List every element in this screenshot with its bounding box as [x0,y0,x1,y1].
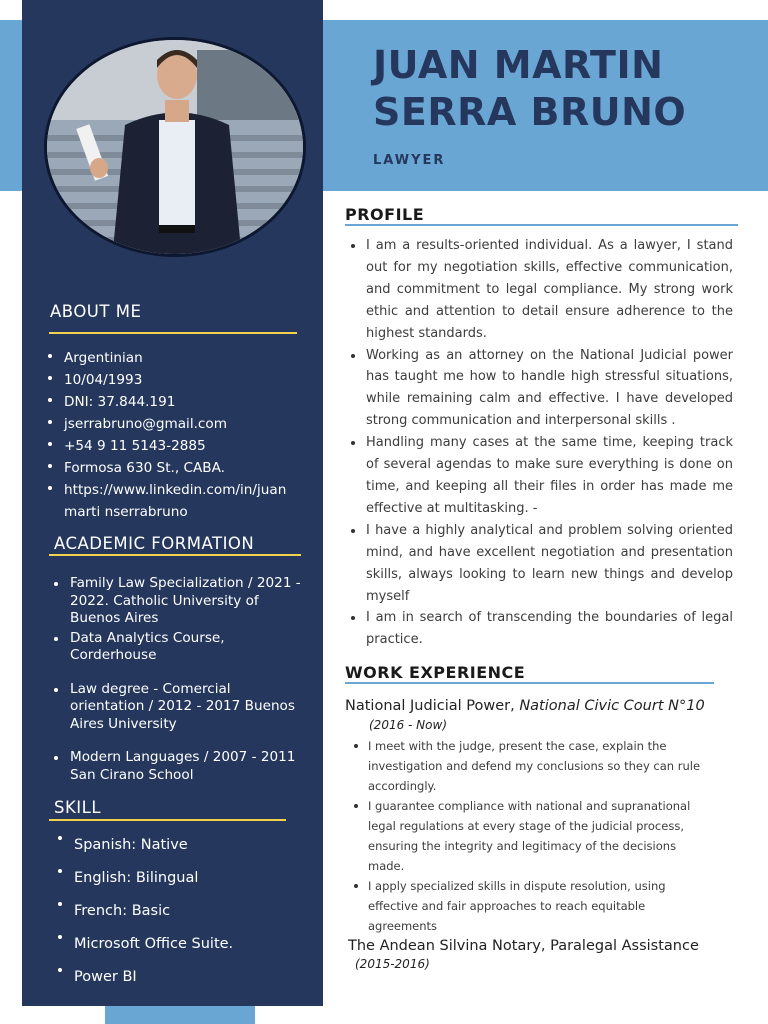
name-line-1: JUAN MARTIN [373,43,664,87]
sidebar [22,0,323,1006]
profile-item: I am in search of transcending the boundaries of legal practice. [347,607,733,651]
job-duty-item: I apply specialized skills in dispute resolution, using effective and fair approaches to reach equitable agreements [350,876,705,936]
job-2-dates: (2015-2016) [355,957,430,971]
skill-item: Microsoft Office Suite. [56,928,306,961]
about-divider [49,332,297,334]
about-email[interactable]: jserrabruno@gmail.com [46,413,296,435]
name-line-2: SERRA BRUNO [373,90,687,134]
skill-item: English: Bilingual [56,862,306,895]
academic-list [52,575,302,784]
about-birthdate: 10/04/1993 [46,369,296,391]
profile-photo [44,37,306,257]
skill-item: Power BI [56,961,306,994]
profile-photo-illustration [47,40,306,257]
about-dni: DNI: 37.844.191 [46,391,296,413]
job-duty-item: I meet with the judge, present the case, explain the investigation and defend my conclusions so they can rule accordingly. [350,736,705,796]
work-divider [345,682,714,684]
academic-item: Data Analytics Course, Corderhouse [52,630,302,665]
skill-heading: SKILL [54,798,102,817]
profile-list [347,235,733,651]
about-phone[interactable]: +54 9 11 5143-2885 [46,435,296,457]
profile-item: I am a results-oriented individual. As a lawyer, I stand out for my negotiation skills, effective communication, and commitment to legal compliance. My strong work ethic and attention to detail ensure adherence to the highest standards. [347,235,733,345]
profile-heading: PROFILE [345,205,425,224]
academic-heading: ACADEMIC FORMATION [54,534,255,553]
skill-item: French: Basic [56,895,306,928]
profile-item: I have a highly analytical and problem solving oriented mind, and have excellent negotiation and presentation skills, always looking to learn new things and develop myself [347,520,733,608]
skill-list [56,829,306,994]
candidate-name [373,42,686,136]
academic-item: Law degree - Comercial orientation / 2012 - 2017 Buenos Aires University [52,681,302,734]
about-nationality: Argentinian [46,347,296,369]
job-1-org: National Judicial Power, [345,698,520,714]
academic-divider [49,554,301,556]
job-1-dates: (2016 - Now) [369,718,447,732]
about-address: Formosa 630 St., CABA. [46,457,296,479]
job-duty-item: I guarantee compliance with national and supranational legal regulations at every stage of the judicial process, ensuring the integrity and legitimacy of the decisions made. [350,796,705,876]
about-heading: ABOUT ME [50,302,142,321]
job-title: LAWYER [373,153,446,168]
job-2-title: The Andean Silvina Notary, Paralegal Assistance [348,938,699,954]
academic-item: Family Law Specialization / 2021 - 2022. Catholic University of Buenos Aires [52,575,302,628]
profile-item: Handling many cases at the same time, keeping track of several agendas to make sure everything is done on time, and keeping all their files in order has made me effective at multitasking. - [347,432,733,520]
skill-divider [49,819,286,821]
work-heading: WORK EXPERIENCE [345,663,526,682]
job-1-duties [350,736,705,936]
skill-item: Spanish: Native [56,829,306,862]
job-1-role: National Civic Court N°10 [519,698,705,714]
profile-item: Working as an attorney on the National Judicial power has taught me how to handle high stressful situations, while remaining calm and effective. I have developed strong communication and interpersonal skills . [347,345,733,433]
academic-item: Modern Languages / 2007 - 2011 San Cirano School [52,749,302,784]
profile-divider [345,224,738,226]
about-linkedin[interactable]: https://www.linkedin.com/in/juanmarti nserrabruno [46,479,296,523]
bottom-accent-strip [105,1006,255,1024]
job-1-title [345,698,705,714]
about-list [46,347,296,523]
